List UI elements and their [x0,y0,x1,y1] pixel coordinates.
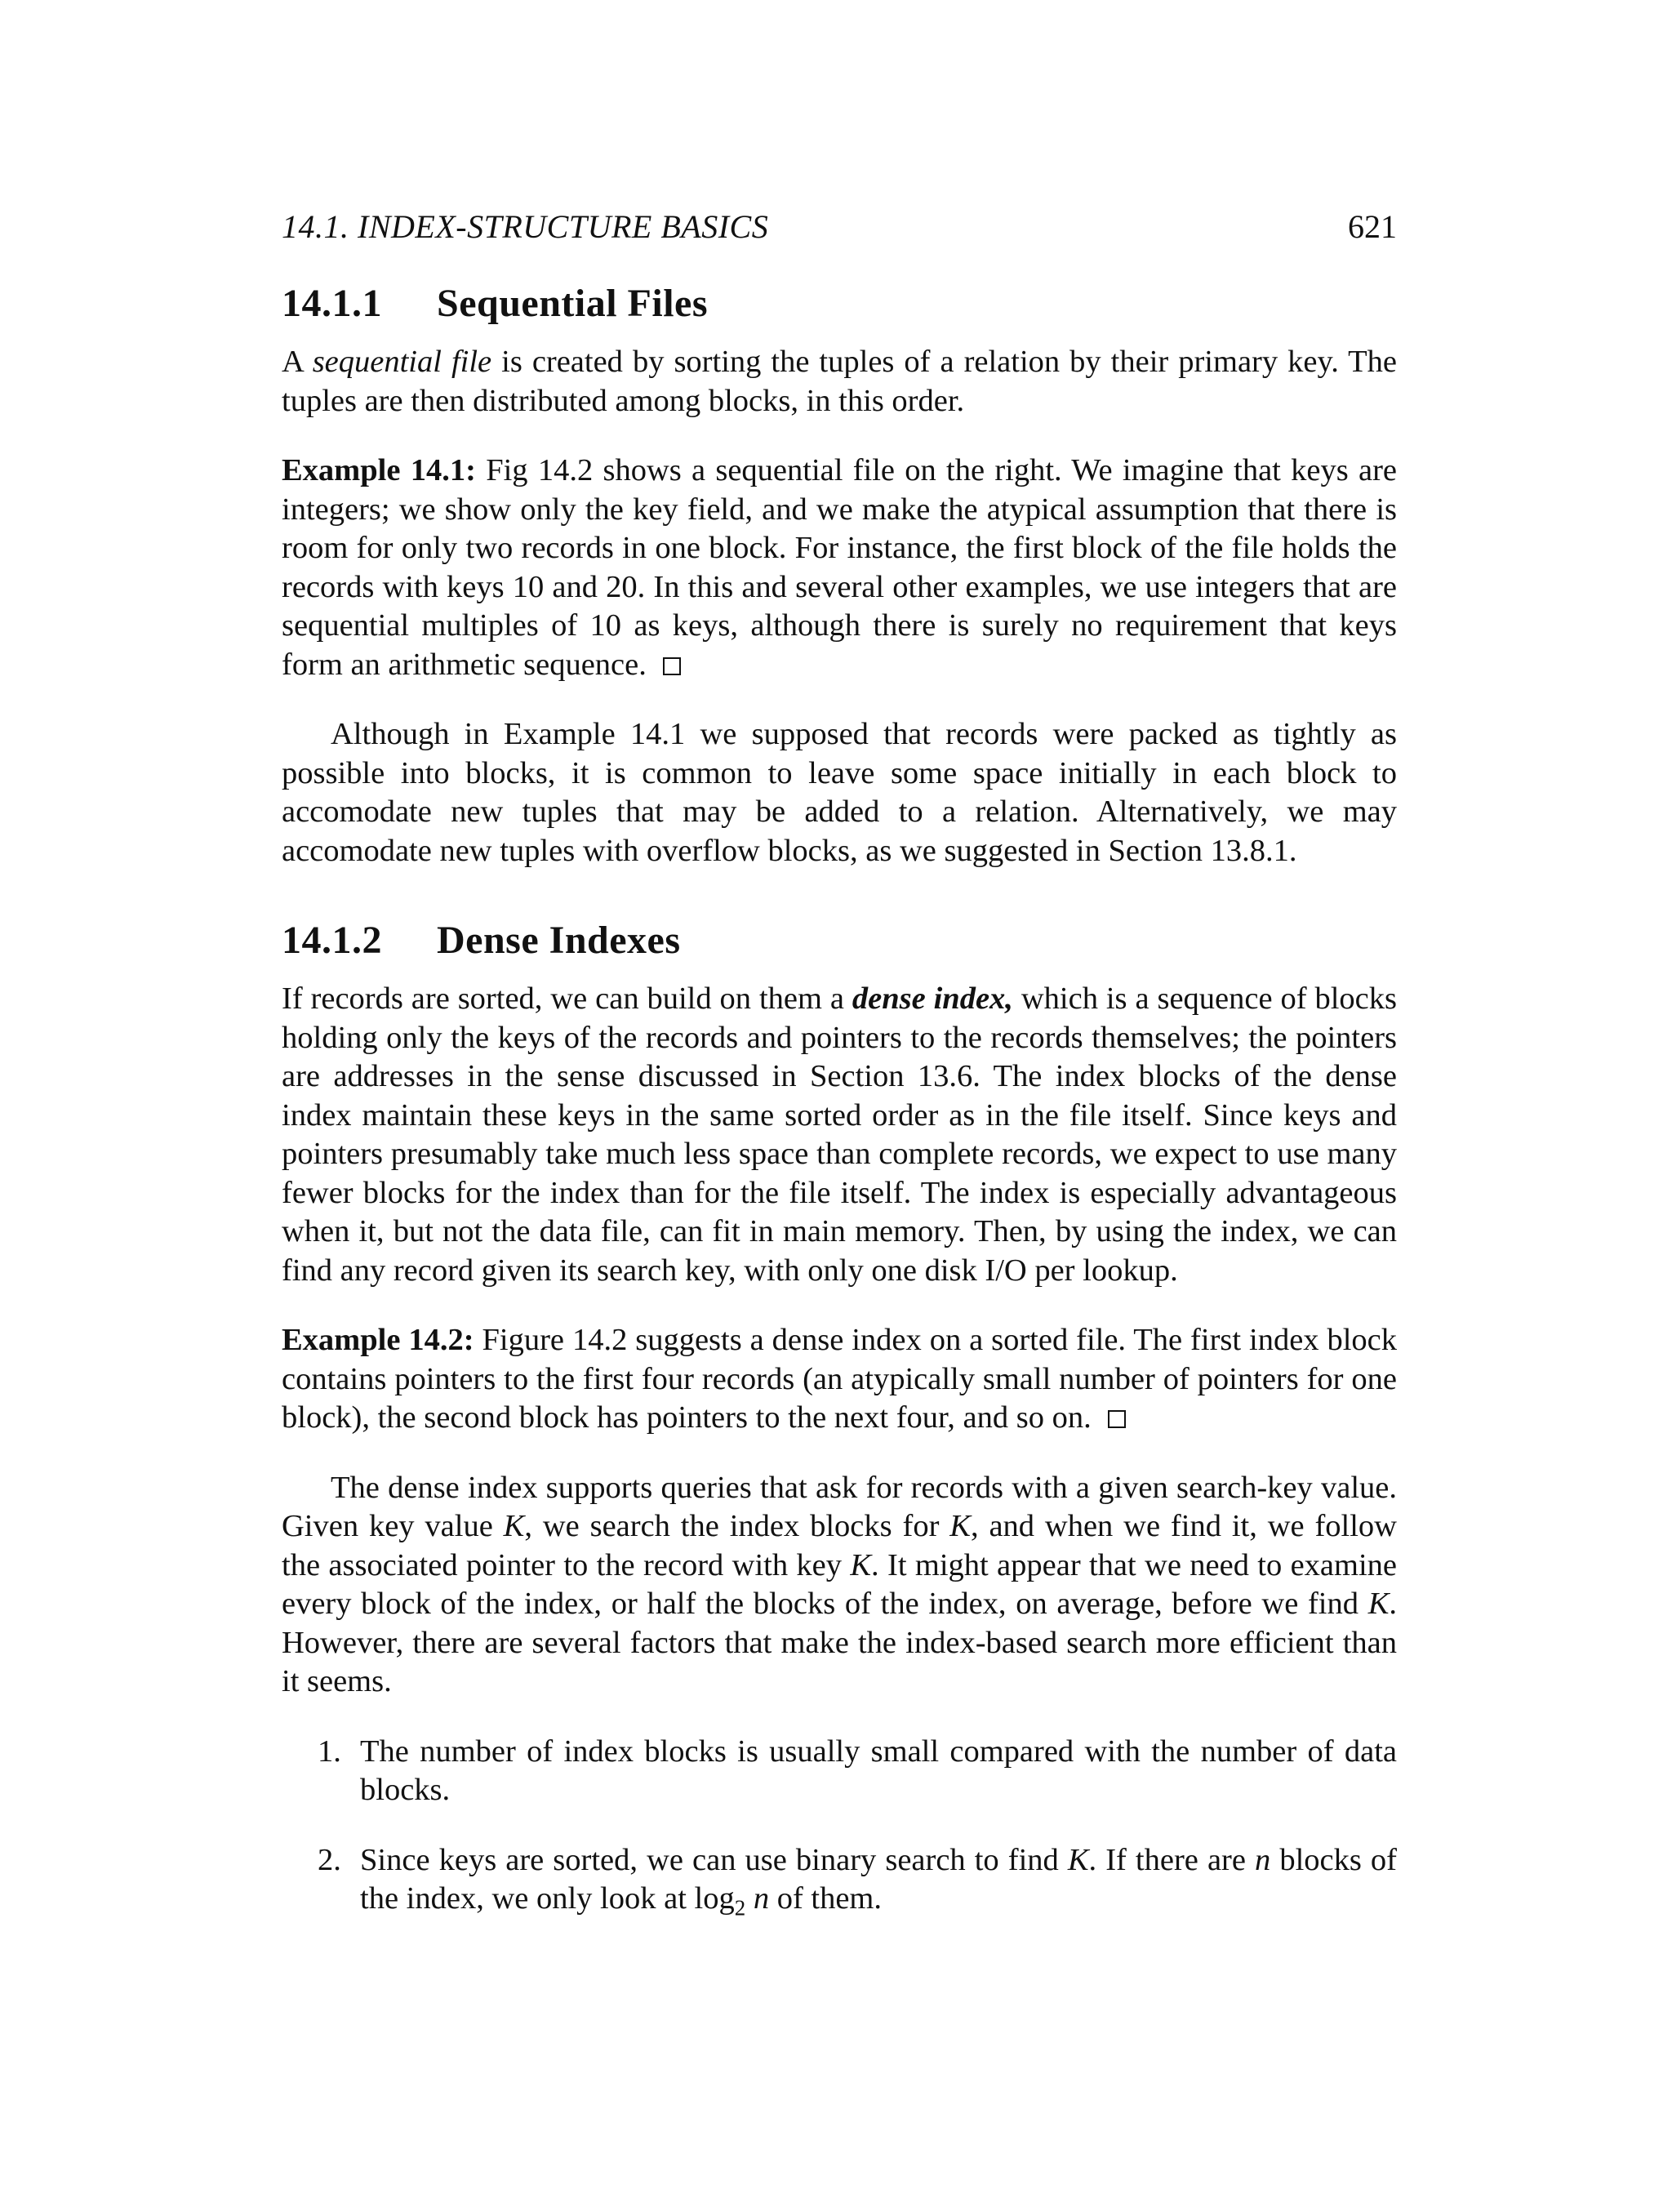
text-run: blocks of the index, we only look at log [360,1842,1397,1916]
log-base: 2 [734,1895,746,1920]
text-run: The dense index supports queries that ask for records with a given search-key value. Given key value [282,1470,1397,1543]
list-item-number: 2. [318,1842,341,1877]
text-run: . However, there are several factors that make the index-based search more efficient than it seems. [282,1587,1397,1698]
text-run: . It might appear that we need to examine every block of the index, or half the blocks of the index, on average, before we find [282,1547,1397,1621]
example-text: Fig 14.2 shows a sequential file on the right. We imagine that keys are integers; we show only the key field, and we make the atypical assumption that there is room for only two records in one block. For instance, the first block of the file holds the records with keys 10 and 20. In this and several other examples, we use integers that are sequential multiples of 10 as keys, although there is surely no requirement that keys form an arithmetic sequence. [282,453,1397,682]
list-item-text: The number of index blocks is usually small compared with the number of data blocks. [360,1734,1397,1807]
list-item-number: 1. [318,1734,341,1769]
defined-term: dense index, [852,981,1013,1016]
example-14-2 [282,1321,1397,1438]
text-run: of them. [769,1881,882,1916]
text-run: which is a sequence of blocks holding only the keys of the records and pointers to the records themselves; the pointers are addresses in the sense discussed in Section 13.6. The index blocks of the dense index maintain these keys in the same sorted order as in the file itself. Since keys and pointers presumably take much less space than complete records, we expect to use many fewer blocks for the index than for the file itself. The index is especially advantageous when it, but not the data file, can fit in main memory. Then, by using the index, we can find any record given its search key, with only one disk I/O per lookup. [282,981,1397,1288]
text-run: If records are sorted, we can build on them a [282,981,852,1016]
end-of-example-icon [1108,1410,1126,1428]
section-number: 14.1.2 [282,919,382,962]
math-var-k: K [1367,1587,1390,1621]
math-var-n: n [1255,1842,1271,1877]
example-label: Example 14.2: [282,1323,474,1357]
paragraph-packing-records: Although in Example 14.1 we supposed that records were packed as tightly as possible into blocks, it is common to leave some space initially in each block to accomodate new tuples that may be added to a relation. Alternatively, we may accomodate new tuples with overflow blocks, as we suggested in Section 13.8.1. [282,717,1397,868]
book-page [282,204,1397,1950]
paragraph-dense-index-queries [282,1469,1397,1702]
section-title: Dense Indexes [437,919,681,962]
math-var-k: K [949,1509,971,1543]
example-label: Example 14.1: [282,453,476,487]
example-14-1 [282,452,1397,684]
text-run: Since keys are sorted, we can use binary search to find [360,1842,1068,1877]
page-number: 621 [1348,208,1397,245]
math-var-n: n [753,1881,770,1916]
section-title: Sequential Files [437,282,709,325]
math-var-k: K [1067,1842,1089,1877]
math-var-k: K [503,1509,525,1543]
text-run: A [282,345,313,379]
text-run: . If there are [1088,1842,1256,1877]
text-run: is created by sorting the tuples of a relation by their primary key. The tuples are then distributed among blocks, in this order. [282,345,1397,418]
section-heading-sequential-files [282,279,1397,328]
section-heading-dense-indexes [282,916,1397,965]
paragraph-sequential-file-definition [282,343,1397,421]
efficiency-factors-list [282,1733,1397,1919]
list-item [282,1733,1397,1810]
paragraph-dense-index-definition [282,980,1397,1290]
running-title: 14.1. INDEX-STRUCTURE BASICS [282,208,769,245]
section-number: 14.1.1 [282,282,382,325]
defined-term: sequential file [312,345,492,379]
end-of-example-icon [663,657,681,675]
running-header [282,204,1397,250]
math-var-k: K [850,1547,872,1582]
text-run: , we search the index blocks for [524,1509,950,1543]
example-text: Figure 14.2 suggests a dense index on a sorted file. The first index block contains pointers to the first four records (an atypically small number of pointers for one block), the second block has pointers to the next four, and so on. [282,1323,1397,1435]
list-item [282,1841,1397,1919]
text-run: , and when we find it, we follow the associated pointer to the record with key [282,1509,1397,1582]
